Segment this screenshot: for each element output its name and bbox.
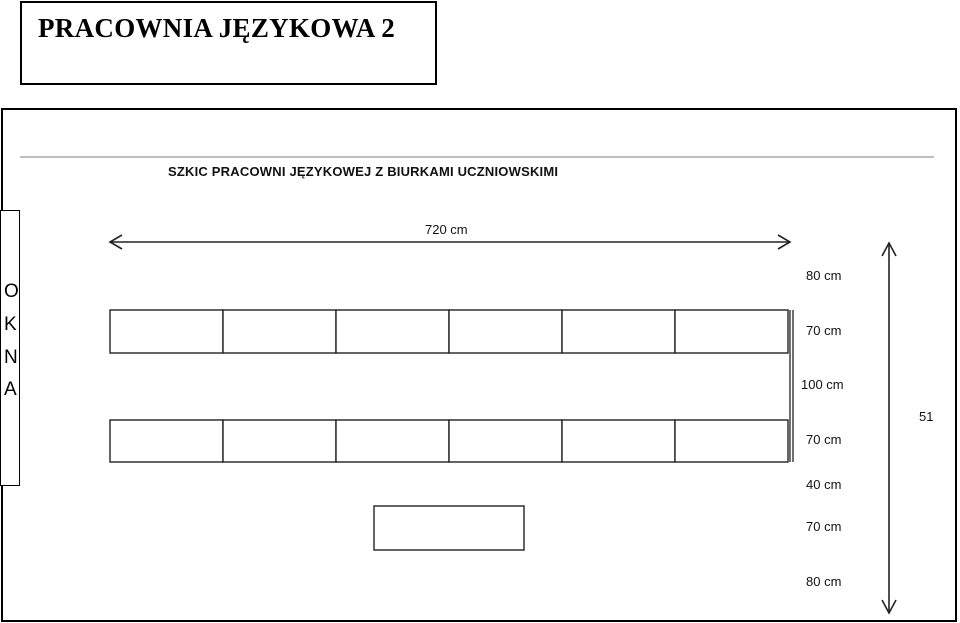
windows-letter: O [4, 281, 19, 302]
sketch-title: SZKIC PRACOWNI JĘZYKOWEJ Z BIURKAMI UCZNIOWSKIMI [168, 164, 559, 179]
desk [562, 310, 675, 353]
page-title: PRACOWNIA JĘZYKOWA 2 [38, 13, 396, 43]
width-label: 720 cm [425, 222, 468, 237]
dimension-label: 70 cm [806, 323, 842, 338]
depth-arrow [882, 243, 896, 613]
windows-letter: A [4, 379, 17, 400]
desk [336, 310, 449, 353]
desk [675, 420, 788, 462]
dimension-label: 100 cm [801, 377, 844, 392]
desk [562, 420, 675, 462]
desk [223, 310, 336, 353]
desk [675, 310, 788, 353]
dimension-label: 80 cm [806, 268, 842, 283]
desk [449, 310, 562, 353]
dimension-label: 70 cm [806, 432, 842, 447]
dimension-label: 40 cm [806, 477, 842, 492]
right-edge-line [790, 310, 793, 462]
windows-letter: K [4, 314, 17, 335]
desk-row-1 [110, 310, 788, 353]
total-depth-label: 51 [919, 409, 934, 424]
windows-label-box [0, 210, 20, 486]
desk [223, 420, 336, 462]
width-arrow [110, 235, 790, 249]
dimension-label: 70 cm [806, 519, 842, 534]
desk [449, 420, 562, 462]
dimension-label: 80 cm [806, 574, 842, 589]
desk [336, 420, 449, 462]
teacher-desk [374, 506, 524, 550]
desk-row-2 [110, 420, 788, 462]
desk [110, 420, 223, 462]
windows-letter: N [4, 347, 18, 368]
desk [110, 310, 223, 353]
